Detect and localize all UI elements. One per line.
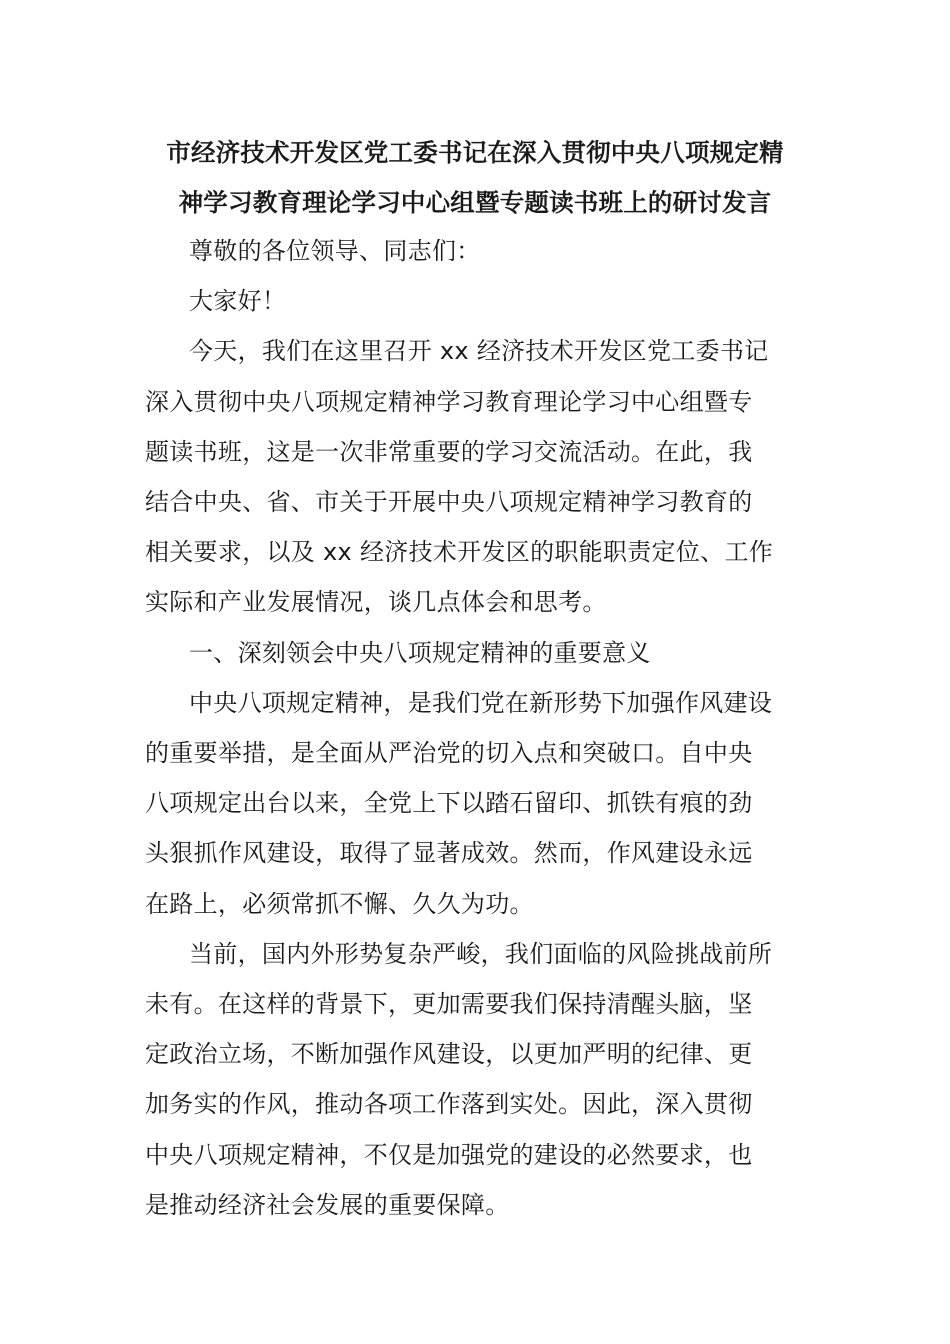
paragraph-line: 深入贯彻中央八项规定精神学习教育理论学习中心组暨专 — [145, 387, 753, 416]
paragraph-line: 当前，国内外形势复杂严峻，我们面临的风险挑战前所 — [189, 939, 773, 968]
paragraph-line: 中央八项规定精神，不仅是加强党的建设的必然要求，也 — [145, 1140, 753, 1169]
paragraph-line: 结合中央、省、市关于开展中央八项规定精神学习教育的 — [145, 488, 753, 517]
paragraph-line: 的重要举措，是全面从严治党的切入点和突破口。自中央 — [145, 739, 753, 768]
document-title — [145, 128, 805, 228]
paragraph-line: 在路上，必须常抓不懈、久久为功。 — [145, 889, 534, 918]
document-body — [145, 226, 805, 1230]
title-line-1: 市经济技术开发区党工委书记在深入贯彻中央八项规定精 — [166, 138, 784, 167]
paragraph-line: 今天，我们在这里召开 xx 经济技术开发区党工委书记 — [189, 337, 769, 366]
paragraph-line: 定政治立场，不断加强作风建设，以更加严明的纪律、更 — [145, 1040, 753, 1069]
paragraph-3 — [145, 929, 805, 1230]
paragraph-2 — [145, 678, 805, 929]
paragraph-line: 八项规定出台以来，全党上下以踏石留印、抓铁有痕的劲 — [145, 789, 753, 818]
paragraph-line: 未有。在这样的背景下，更加需要我们保持清醒头脑，坚 — [145, 990, 753, 1019]
paragraph-line: 头狠抓作风建设，取得了显著成效。然而，作风建设永远 — [145, 839, 753, 868]
salutation: 尊敬的各位领导、同志们： — [189, 237, 481, 265]
title-line-2: 神学习教育理论学习中心组暨专题读书班上的研讨发言 — [178, 188, 772, 217]
greeting: 大家好！ — [189, 287, 287, 316]
section-heading-1: 一、深刻领会中央八项规定精神的重要意义 — [189, 638, 651, 667]
paragraph-line: 是推动经济社会发展的重要保障。 — [145, 1190, 510, 1219]
paragraph-line: 加务实的作风，推动各项工作落到实处。因此，深入贯彻 — [145, 1090, 753, 1119]
paragraph-line: 题读书班，这是一次非常重要的学习交流活动。在此，我 — [145, 437, 753, 466]
paragraph-1 — [145, 326, 805, 627]
paragraph-line: 中央八项规定精神，是我们党在新形势下加强作风建设 — [189, 688, 773, 717]
paragraph-line: 实际和产业发展情况，谈几点体会和思考。 — [145, 588, 607, 617]
paragraph-line: 相关要求，以及 xx 经济技术开发区的职能职责定位、工作 — [145, 538, 774, 567]
